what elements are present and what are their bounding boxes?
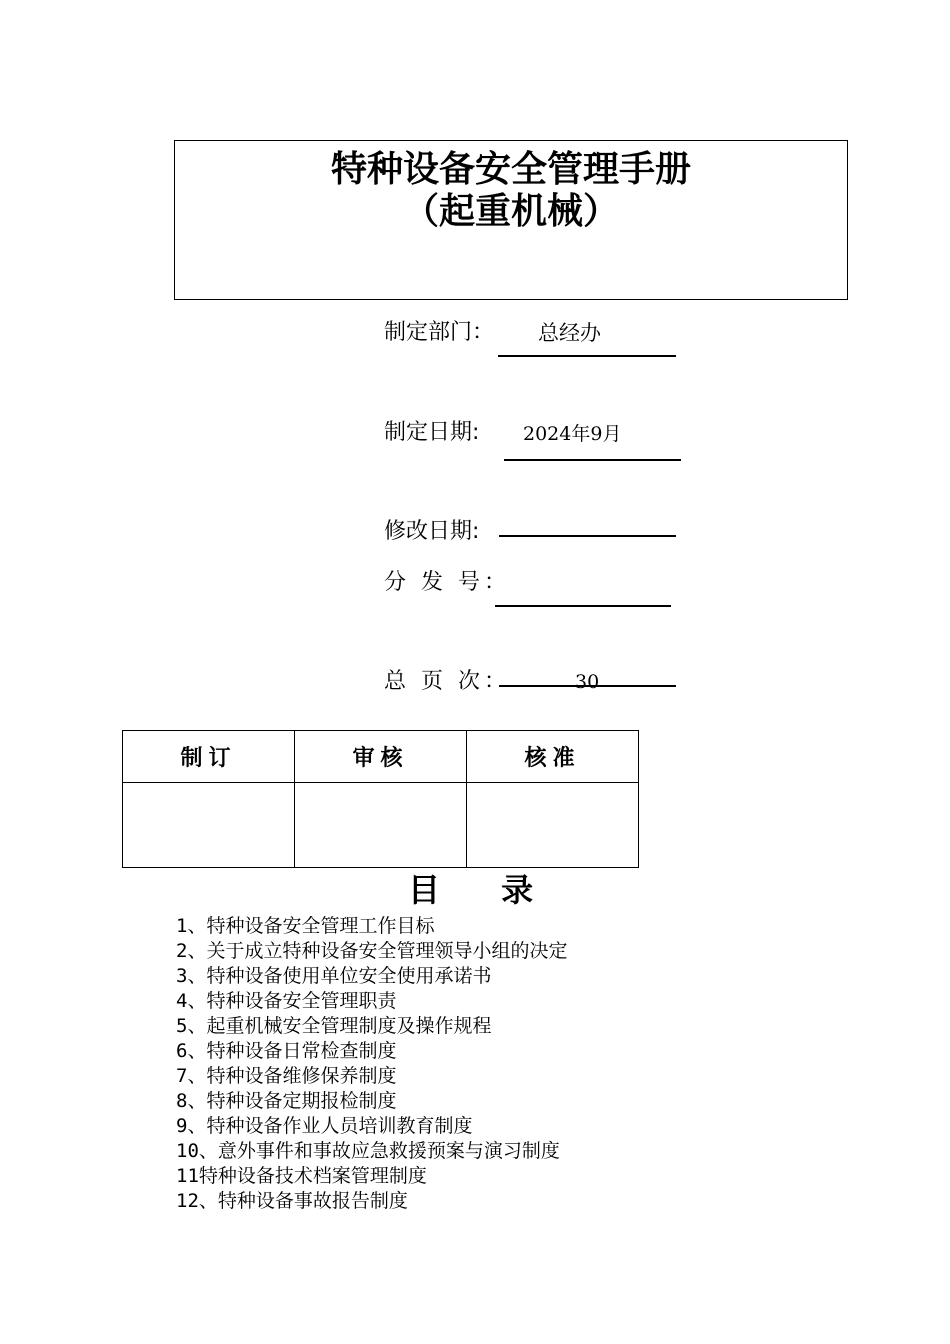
toc-item: 10、意外事件和事故应急救援预案与演习制度 [176,1140,560,1162]
toc-item: 1、特种设备安全管理工作目标 [176,915,435,937]
toc-item: 5、起重机械安全管理制度及操作规程 [176,1015,492,1037]
date-label: 制定日期: [384,420,480,445]
document-title: 特种设备安全管理手册 [330,149,691,190]
department-value: 总经办 [538,321,601,345]
toc-item: 9、特种设备作业人员培训教育制度 [176,1115,473,1137]
approval-cell-approved [467,783,639,868]
approval-cell-reviewed [295,783,467,868]
toc-item: 8、特种设备定期报检制度 [176,1090,397,1112]
approval-cell-drafted [123,783,295,868]
toc-item: 11特种设备技术档案管理制度 [176,1165,427,1187]
total-pages-underline [499,685,676,687]
approval-header-drafted: 制订 [123,731,295,783]
revision-date-label: 修改日期: [384,519,480,544]
toc-list [176,914,567,1214]
date-value: 2024年9月 [523,423,622,445]
toc-item: 4、特种设备安全管理职责 [176,990,397,1012]
department-label: 制定部门： [384,320,495,345]
document-subtitle: （起重机械） [402,191,619,232]
approval-table-header-row [123,731,639,783]
title-box [174,140,848,300]
toc-title: 目 录 [408,871,534,909]
revision-date-underline [499,535,676,537]
distribution-label: 分 发 号： [384,570,510,595]
total-pages-value: 30 [575,671,600,693]
toc-item: 3、特种设备使用单位安全使用承诺书 [176,965,492,987]
department-underline [498,355,676,357]
toc-item: 12、特种设备事故报告制度 [176,1190,408,1212]
approval-header-reviewed: 审核 [295,731,467,783]
toc-item: 6、特种设备日常检查制度 [176,1040,397,1062]
approval-header-approved: 核准 [467,731,639,783]
approval-table-signature-row [123,783,639,868]
toc-item: 2、关于成立特种设备安全管理领导小组的决定 [176,940,568,962]
distribution-underline [495,605,671,607]
total-pages-label: 总 页 次： [384,669,510,694]
date-underline [504,459,681,461]
toc-item: 7、特种设备维修保养制度 [176,1065,397,1087]
approval-table [122,730,639,868]
